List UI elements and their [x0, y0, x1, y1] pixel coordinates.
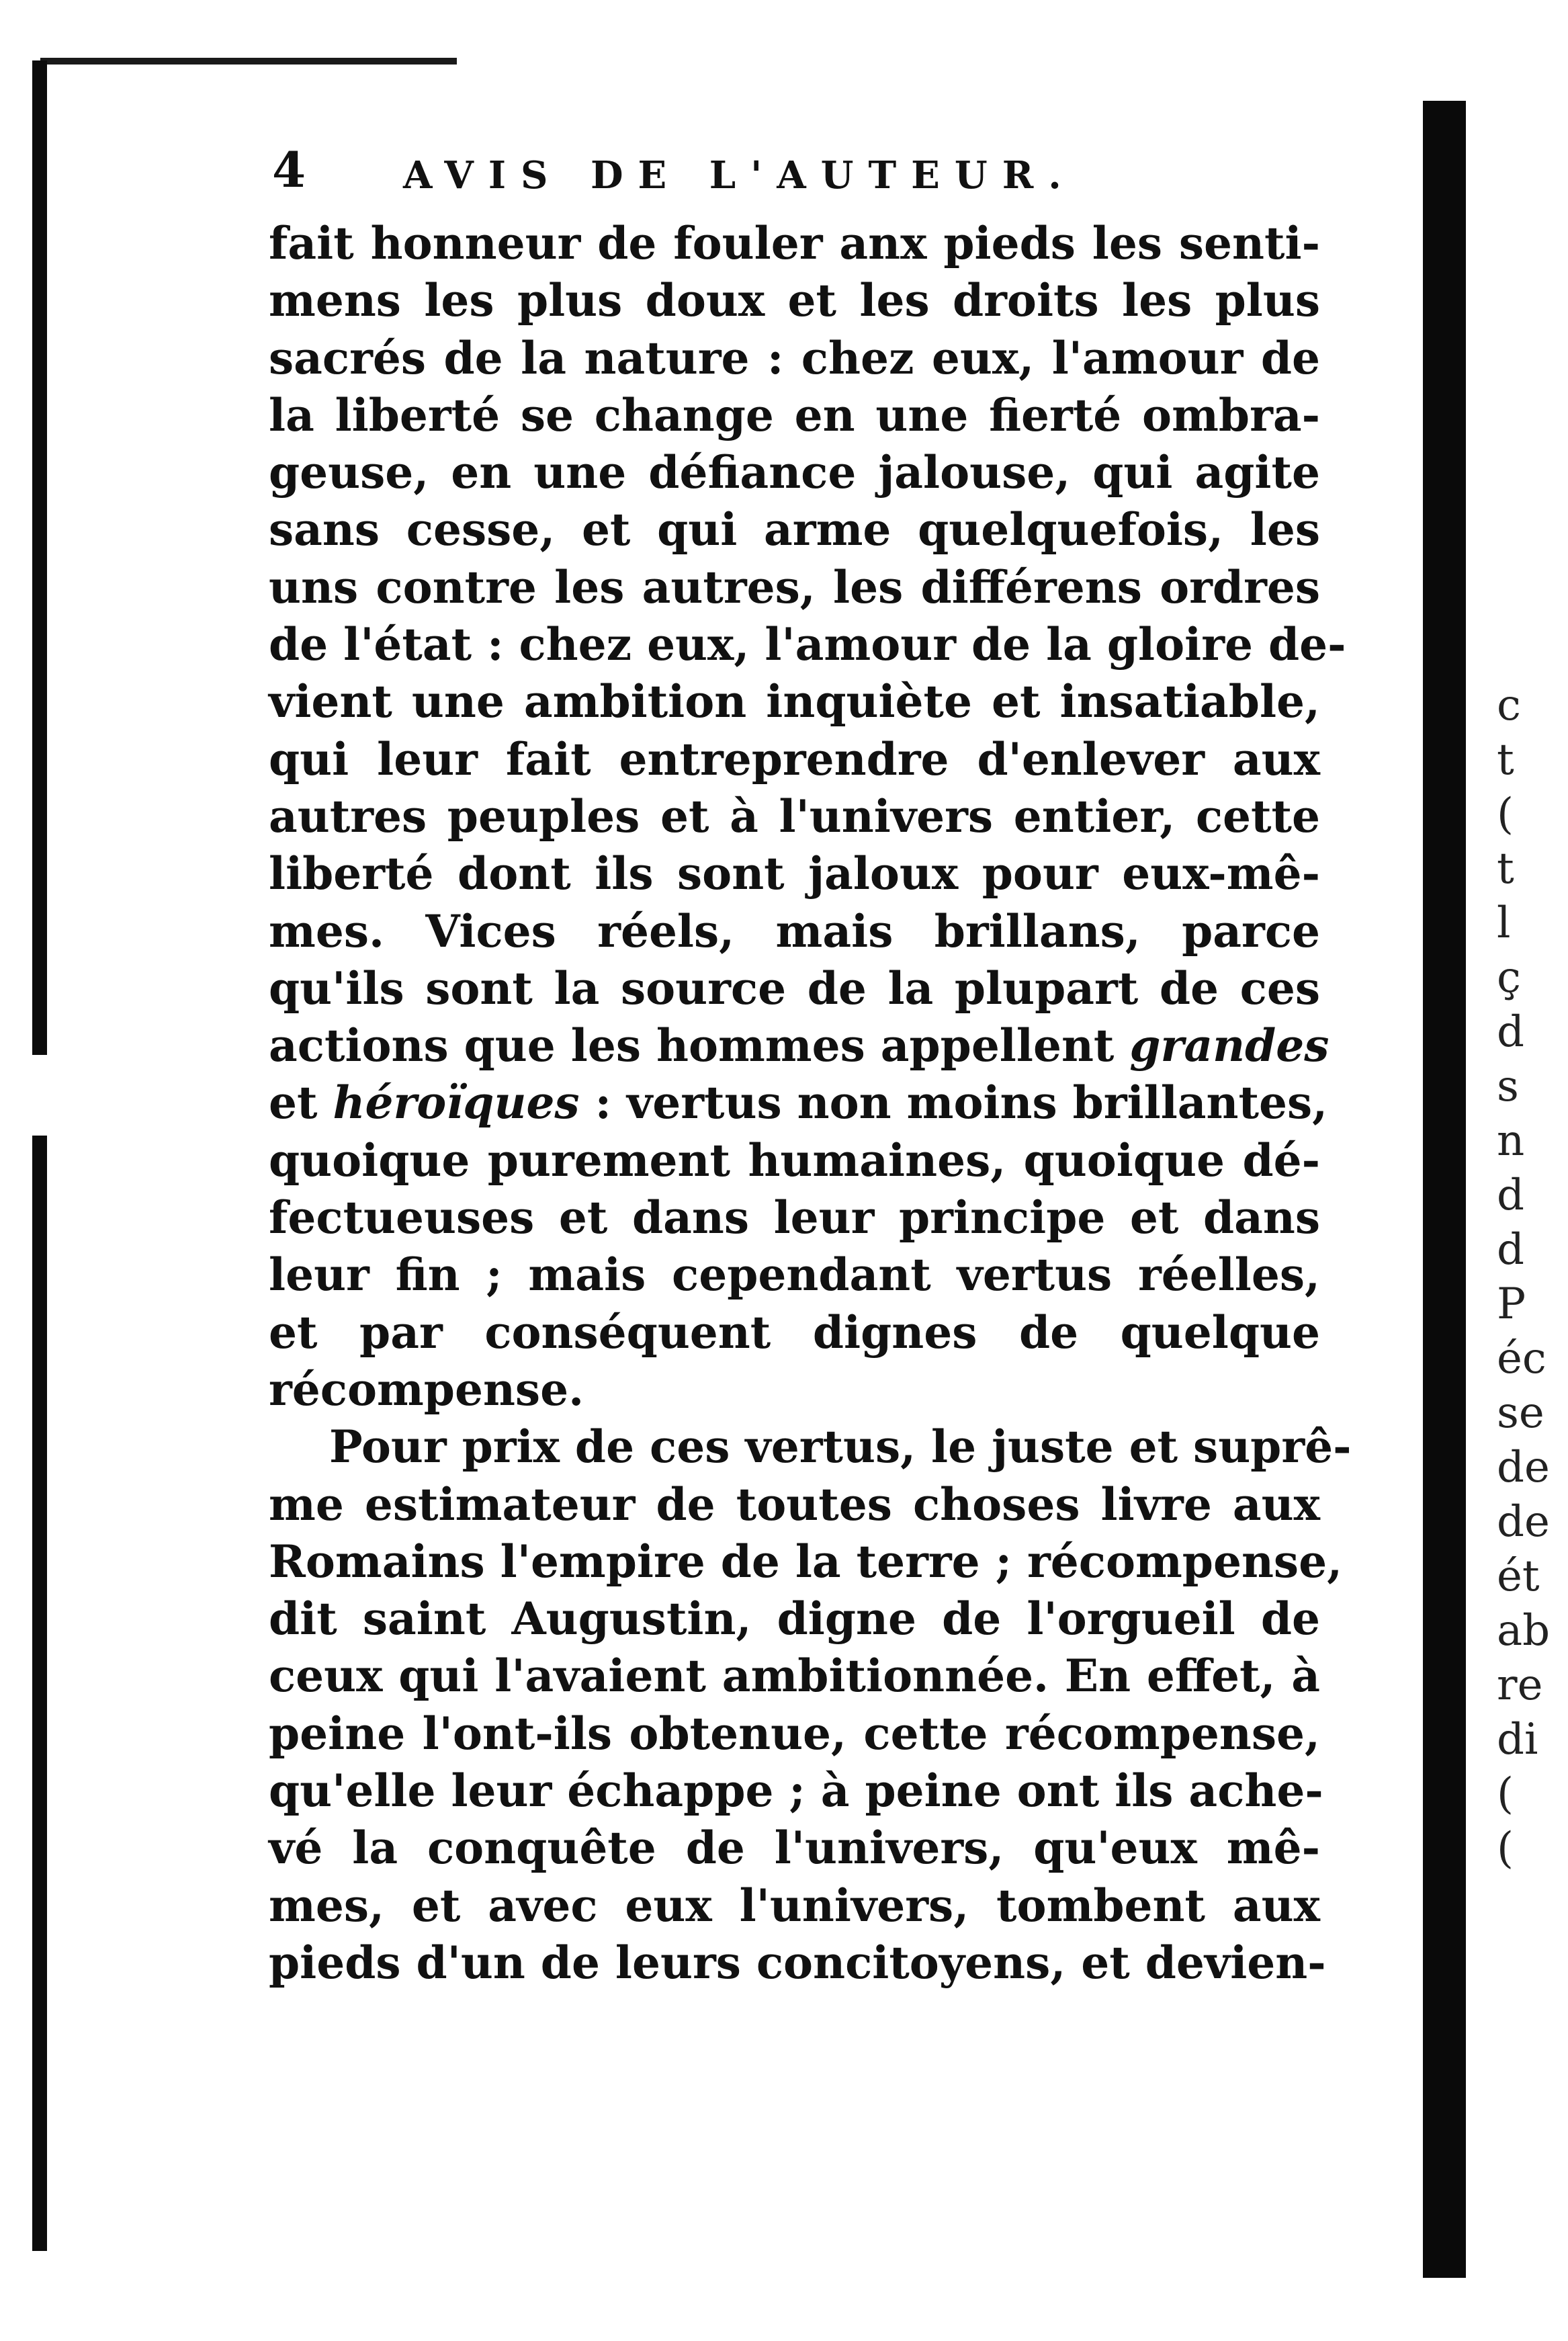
- bleed-char: de: [1497, 1443, 1550, 1492]
- text-line: de l'état : chez eux, l'amour de la gloire de-: [269, 618, 1346, 671]
- text-line: qui leur fait entreprendre d'enlever aux: [269, 732, 1320, 785]
- scan-binding-left-lower: [32, 1136, 47, 2251]
- text-line-with-italic: [269, 1017, 1330, 1074]
- paragraph-2: [269, 1418, 1352, 1992]
- text-line: pieds d'un de leurs concitoyens, et devien-: [269, 1936, 1326, 1989]
- text-line: leur fin ; mais cependant vertus réelles,: [269, 1248, 1320, 1302]
- text-segment: et: [269, 1076, 318, 1130]
- scan-binding-right: [1423, 101, 1466, 2278]
- text-line: me estimateur de toutes choses livre aux: [269, 1478, 1320, 1531]
- text-line: peine l'ont-ils obtenue, cette récompense,: [269, 1707, 1320, 1760]
- text-line: sacrés de la nature : chez eux, l'amour de: [269, 331, 1320, 384]
- text-line: geuse, en une défiance jalouse, qui agite: [269, 446, 1320, 499]
- bleed-char: n: [1497, 1116, 1525, 1166]
- text-line: récompense.: [269, 1363, 584, 1416]
- facing-page-bleed: [1497, 679, 1568, 2157]
- bleed-char: (: [1497, 790, 1514, 839]
- text-line: qu'elle leur échappe ; à peine ont ils ache-: [269, 1764, 1323, 1818]
- text-line: mes. Vices réels, mais brillans, parce: [269, 904, 1320, 957]
- body-text: [269, 215, 1352, 1992]
- bleed-char: (: [1497, 1824, 1514, 1873]
- bleed-char: se: [1497, 1388, 1544, 1438]
- book-page: [269, 141, 1352, 1992]
- text-line: Romains l'empire de la terre ; récompense,: [269, 1535, 1343, 1588]
- text-line: vient une ambition inquiète et insatiable,: [269, 675, 1320, 728]
- bleed-char: c: [1497, 681, 1521, 730]
- bleed-char: de: [1497, 1497, 1550, 1547]
- text-line: et par conséquent dignes de quelque: [269, 1306, 1320, 1359]
- text-line: fait honneur de fouler anx pieds les senti-: [269, 217, 1320, 269]
- bleed-char: ç: [1497, 953, 1521, 1003]
- text-line: vé la conquête de l'univers, qu'eux mê-: [269, 1822, 1320, 1875]
- text-line: uns contre les autres, les différens ordres: [269, 560, 1320, 613]
- text-line: ceux qui l'avaient ambitionnée. En effet, à: [269, 1650, 1320, 1703]
- text-line: quoique purement humaines, quoique dé-: [269, 1134, 1320, 1187]
- running-head: [269, 141, 1344, 215]
- text-line: qu'ils sont la source de la plupart de ces: [269, 962, 1320, 1015]
- paragraph-1: [269, 215, 1344, 1418]
- bleed-char: d: [1497, 1007, 1524, 1057]
- bleed-char: s: [1497, 1062, 1519, 1111]
- bleed-char: d: [1497, 1225, 1524, 1275]
- bleed-char: ét: [1497, 1551, 1540, 1601]
- bleed-char: (: [1497, 1769, 1514, 1819]
- text-line: mens les plus doux et les droits les plus: [269, 274, 1320, 327]
- bleed-char: éc: [1497, 1334, 1547, 1384]
- text-line: autres peuples et à l'univers entier, cette: [269, 790, 1320, 843]
- scan-edge-top: [40, 58, 457, 65]
- bleed-char: l: [1497, 898, 1511, 948]
- text-line: mes, et avec eux l'univers, tombent aux: [269, 1879, 1320, 1932]
- text-segment: actions que les hommes appellent: [269, 1019, 1115, 1072]
- text-line: sans cesse, et qui arme quelquefois, les: [269, 503, 1320, 556]
- text-line: liberté dont ils sont jaloux pour eux-mê-: [269, 847, 1320, 900]
- text-line-with-italic: [269, 1074, 1328, 1132]
- scan-binding-left-upper: [32, 60, 47, 1055]
- bleed-char: d: [1497, 1170, 1524, 1220]
- italic-word: grandes: [1129, 1019, 1330, 1072]
- bleed-char: di: [1497, 1715, 1538, 1764]
- bleed-char: ab: [1497, 1606, 1551, 1656]
- text-line: la liberté se change en une fierté ombra-: [269, 388, 1320, 441]
- bleed-char: P: [1497, 1279, 1526, 1329]
- bleed-char: re: [1497, 1660, 1543, 1710]
- running-title: AVIS DE L'AUTEUR.: [403, 153, 1076, 198]
- bleed-char: t: [1497, 844, 1514, 894]
- bleed-char: t: [1497, 735, 1514, 785]
- text-segment: : vertus non moins brillantes,: [595, 1076, 1328, 1130]
- page-number: 4: [272, 141, 306, 198]
- text-line: dit saint Augustin, digne de l'orgueil de: [269, 1592, 1320, 1646]
- italic-word: héroïques: [333, 1076, 580, 1130]
- text-line: fectueuses et dans leur principe et dans: [269, 1191, 1320, 1244]
- text-line: Pour prix de ces vertus, le juste et suprê-: [329, 1420, 1352, 1474]
